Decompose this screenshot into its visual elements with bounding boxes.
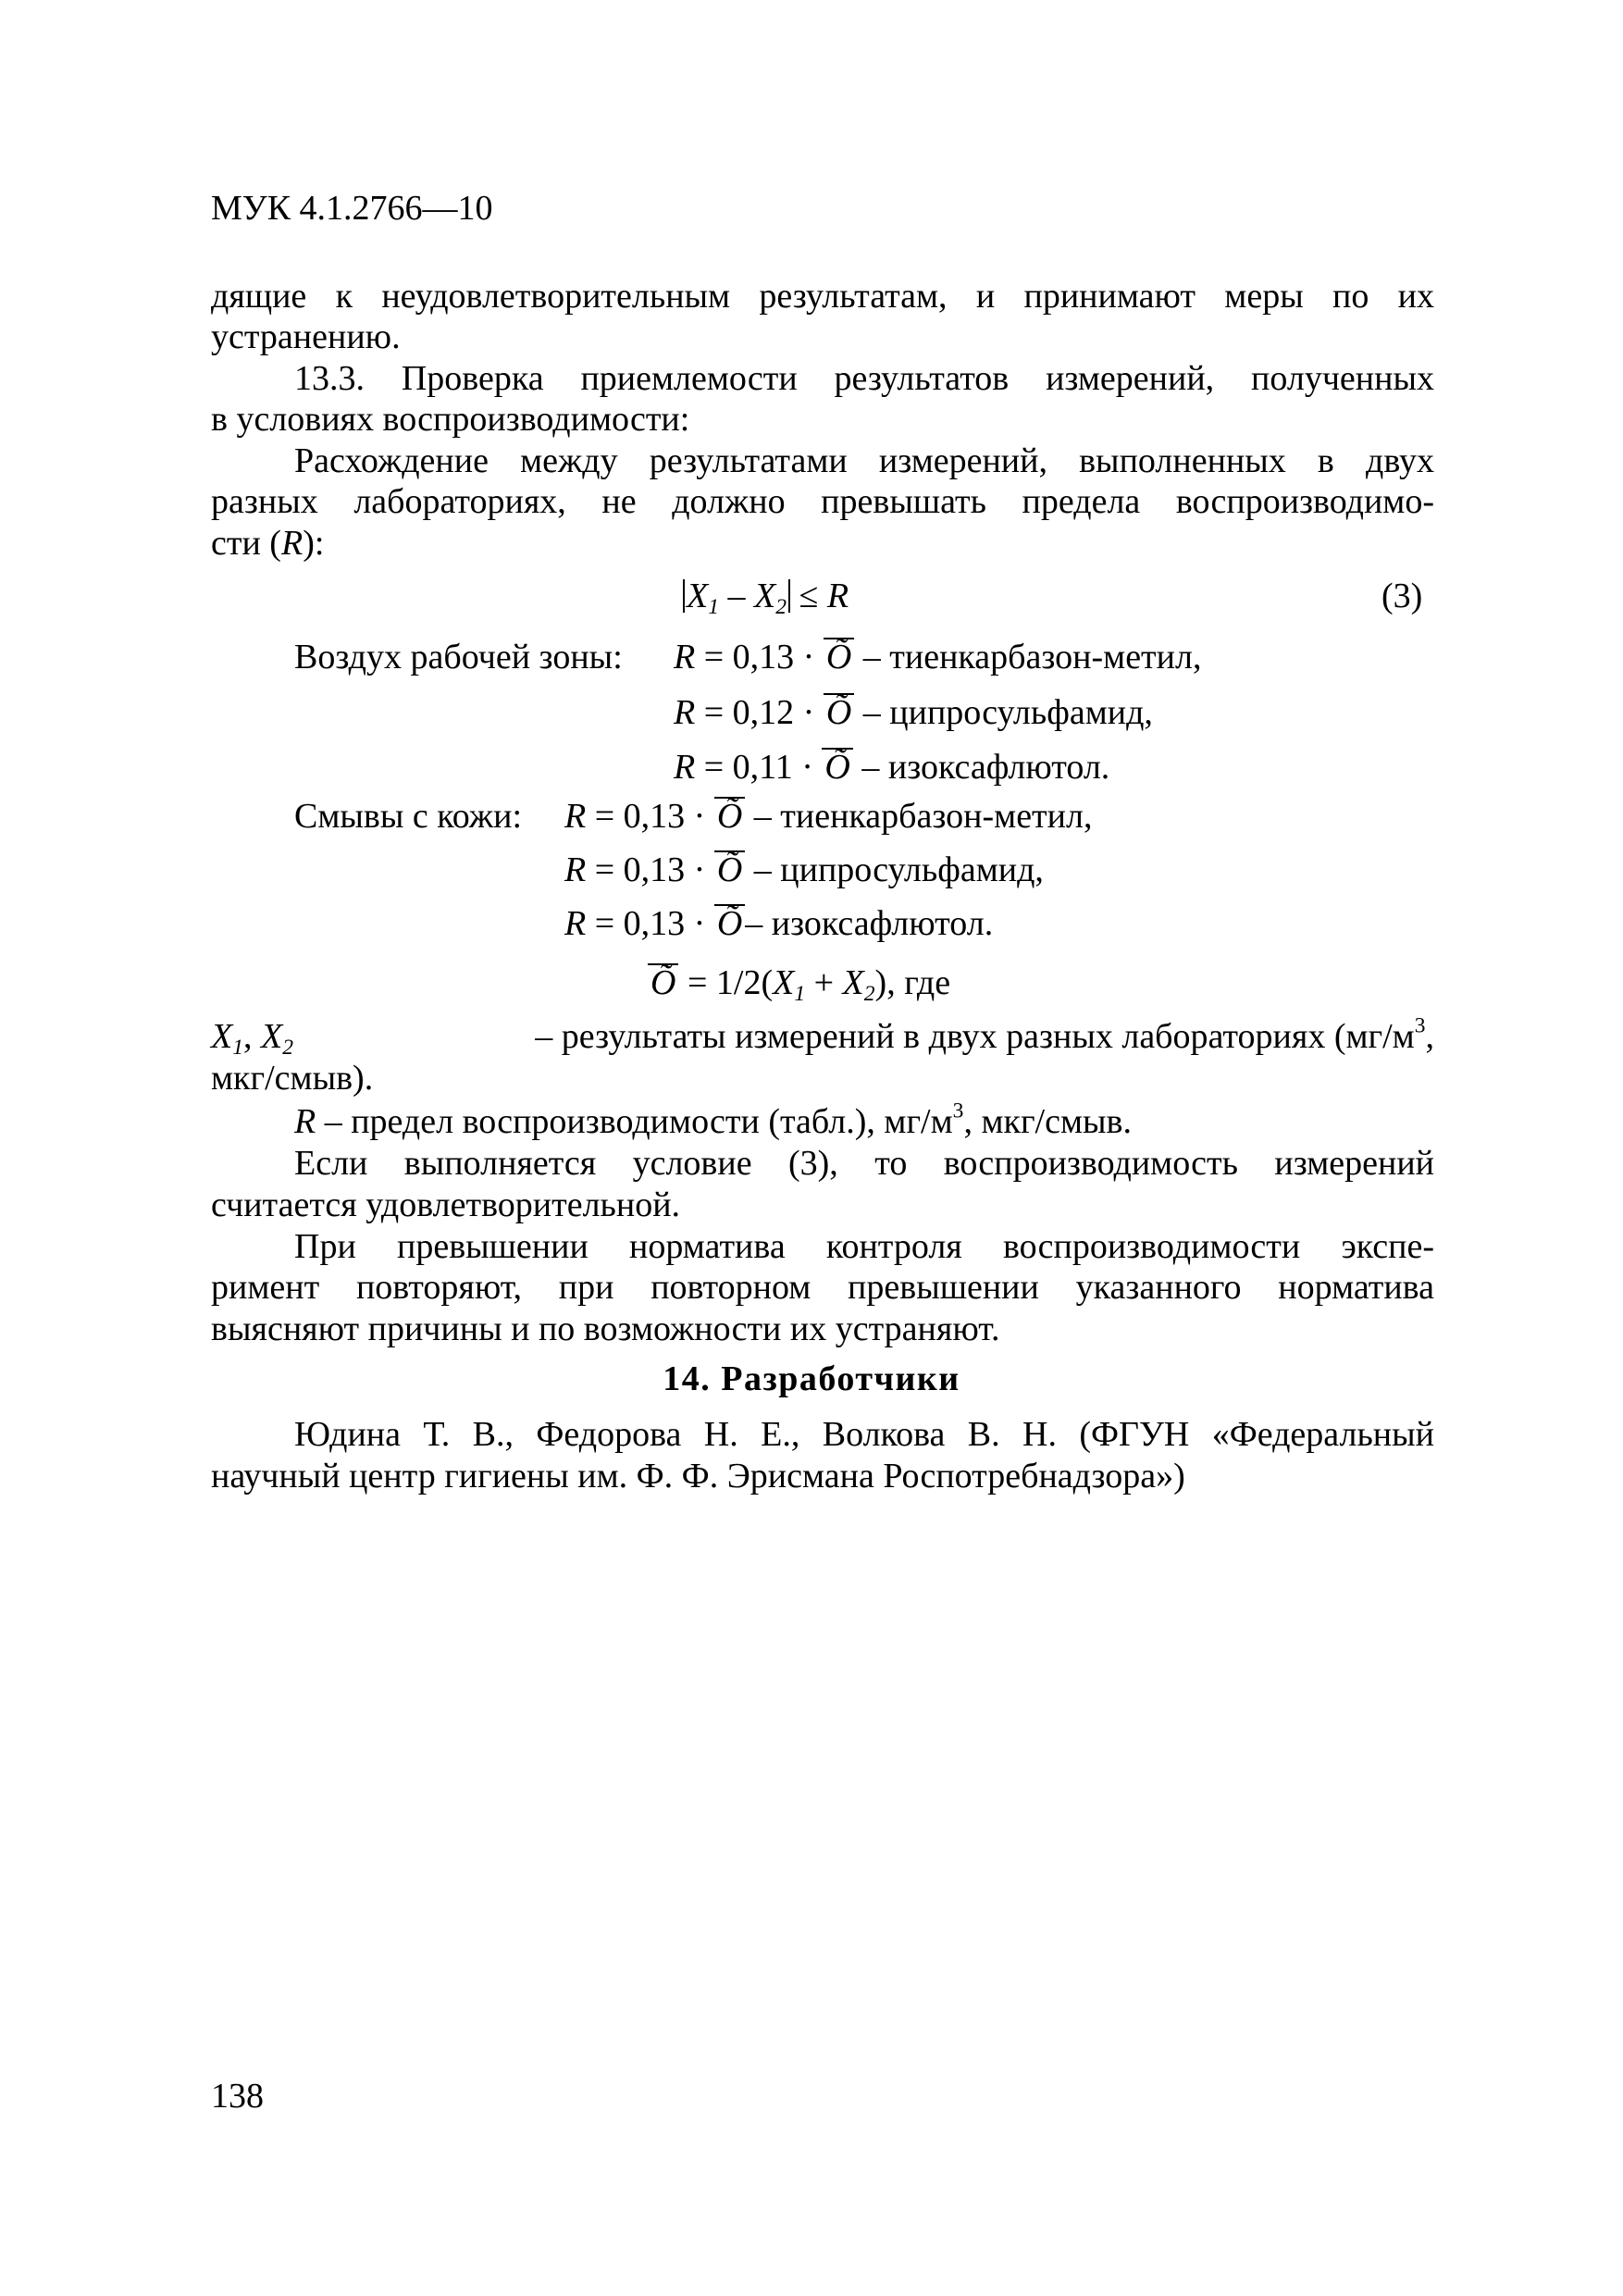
air-formula-row: R = 0,12 · Õ – ципросульфамид, (674, 693, 1153, 732)
formula-number: (3) (1381, 577, 1423, 615)
definition-r: R – предел воспроизводимости (табл.), $мг/м^3$, мкг/смыв. (294, 1098, 1132, 1141)
body-text-line: Расхождение между результатами измерений, выполненных в двух (294, 441, 1434, 480)
air-formula-row: R = 0,11 · Õ – изоксафлютол. (674, 748, 1110, 787)
skin-formula-row: R = 0,13 · Õ – ципросульфамид, (564, 850, 1044, 889)
definition-x-continuation: мкг/смыв). (211, 1059, 374, 1098)
body-text-line: разных лабораториях, не должно превышать предела воспроизводимо- (211, 482, 1434, 521)
body-text-line: Если выполняется условие (3), то воспроизводимость измерений (294, 1144, 1434, 1183)
body-text-line: считается удовлетворительной. (211, 1185, 681, 1224)
skin-wash-label: Смывы с кожи: (294, 797, 522, 836)
air-zone-label: Воздух рабочей зоны: (294, 638, 623, 676)
body-text-line: в условиях воспроизводимости: (211, 400, 690, 439)
formula-reproducibility: $X_1 - X_2 \le R$ (683, 576, 849, 616)
body-text-line: римент повторяют, при повторном превышении указанного норматива (211, 1268, 1434, 1307)
skin-formula-row: R = 0,13 · Õ – тиенкарбазон-метил, (564, 797, 1093, 836)
developers-line: Юдина Т. В., Федорова Н. Е., Волкова В. Н. (ФГУН «Федеральный (294, 1415, 1434, 1454)
developers-line: научный центр гигиены им. Ф. Ф. Эрисмана Роспотребнадзора») (211, 1457, 1185, 1496)
body-text-line: сти (R): (211, 524, 325, 563)
page-number: 138 (211, 2077, 264, 2116)
section-13-3-intro: 13.3. Проверка приемлемости результатов измерений, полученных (294, 359, 1434, 398)
body-text-line: При превышении норматива контроля воспроизводимости экспе- (294, 1227, 1434, 1266)
body-text-line: устранению. (211, 317, 401, 356)
body-text-line: выясняют причины и по возможности их устраняют. (211, 1309, 1000, 1348)
air-formula-row: R = 0,13 · Õ – тиенкарбазон-метил, (674, 638, 1202, 676)
document-code-header: МУК 4.1.2766—10 (211, 189, 493, 228)
mean-formula: Õ = $1/2(X_1 + X_2)$, где (648, 962, 950, 1003)
definition-x: $X_1$, $X_2$ – результаты измерений в двух разных лабораториях ($мг/м^3$, (211, 1013, 1434, 1061)
section-heading: 14. Разработчики (663, 1359, 960, 1398)
skin-formula-row: R = 0,13 · Õ– изоксафлютол. (564, 904, 994, 943)
body-text-line: дящие к неудовлетворительным результатам, и принимают меры по их (211, 277, 1434, 316)
